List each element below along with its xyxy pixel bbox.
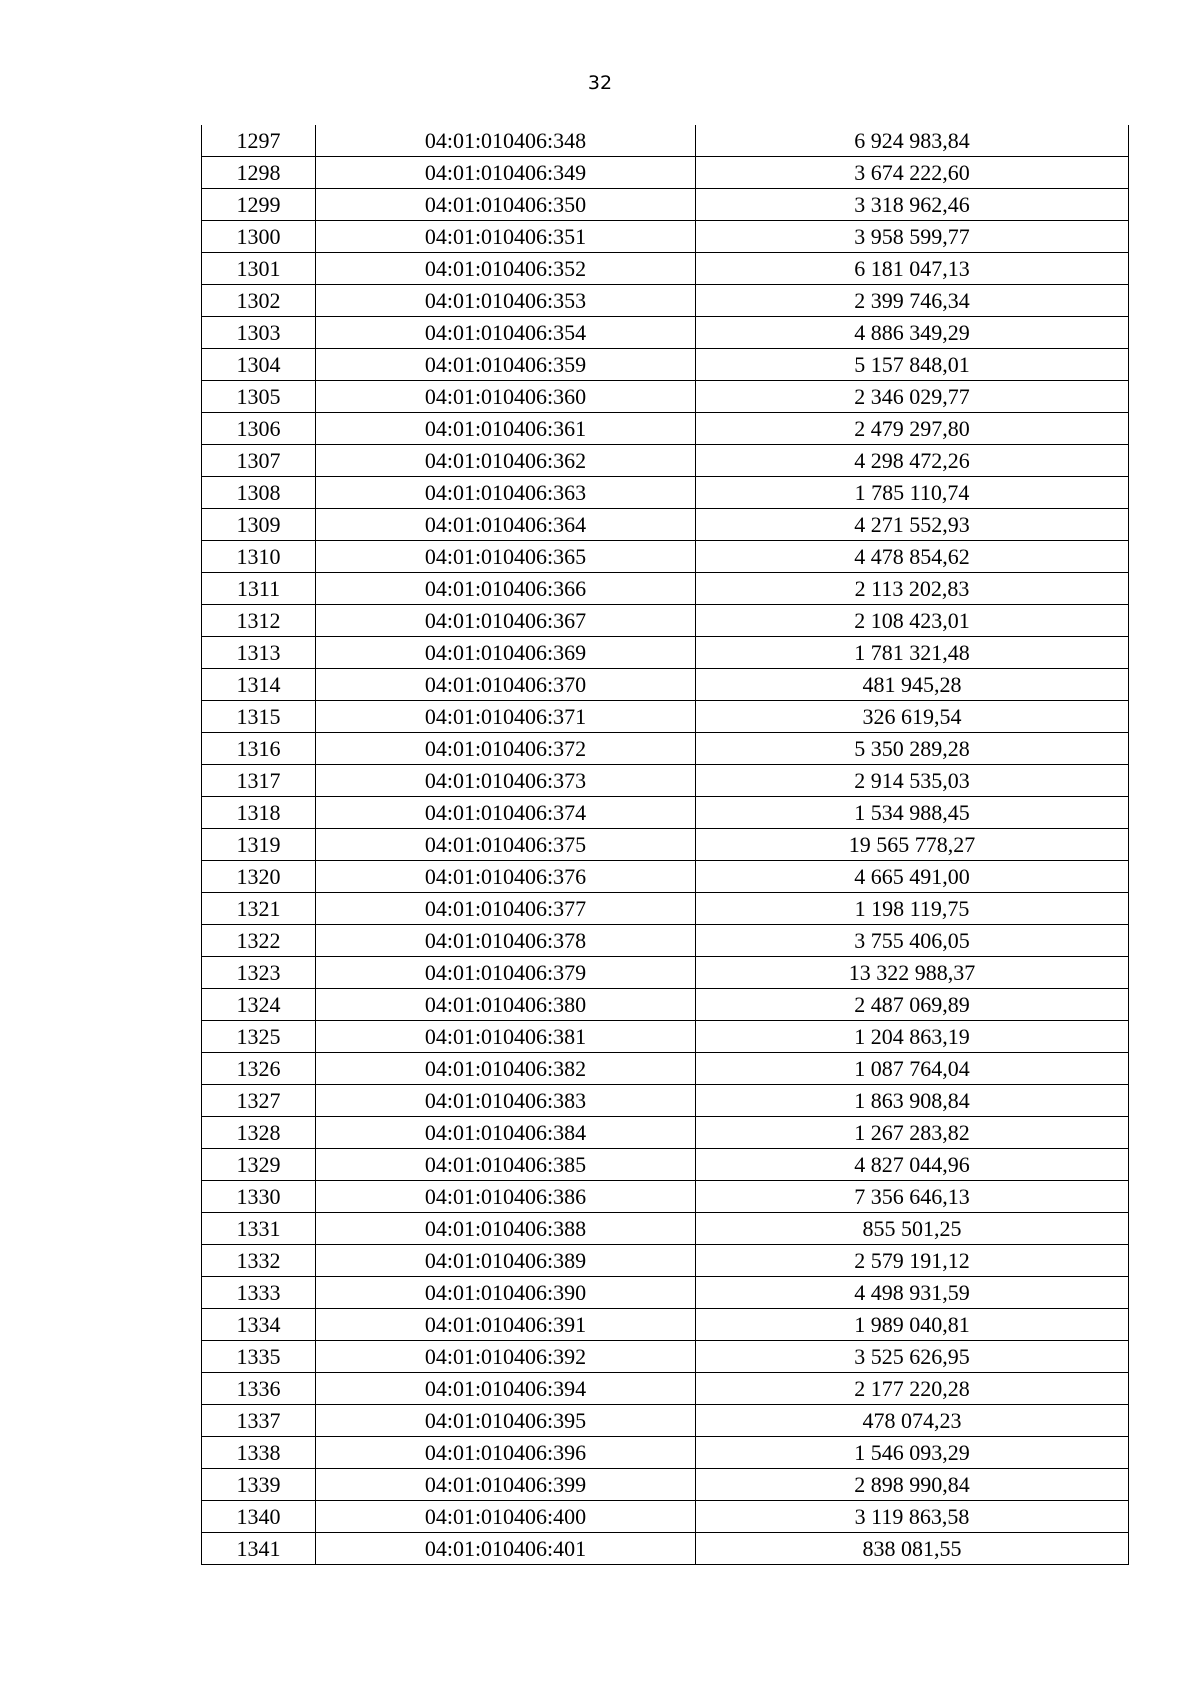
value-cell: 855 501,25 [696,1213,1129,1245]
cadastral-number-cell: 04:01:010406:400 [316,1501,696,1533]
cadastral-number-cell: 04:01:010406:377 [316,893,696,925]
row-number-cell: 1313 [202,637,316,669]
table-row [202,349,1129,381]
cadastral-number-cell: 04:01:010406:363 [316,477,696,509]
cadastral-number-cell: 04:01:010406:386 [316,1181,696,1213]
row-number-cell: 1321 [202,893,316,925]
row-number-cell: 1317 [202,765,316,797]
cadastral-number-cell: 04:01:010406:390 [316,1277,696,1309]
value-cell: 3 674 222,60 [696,157,1129,189]
cadastral-number-cell: 04:01:010406:348 [316,125,696,157]
cadastral-number-cell: 04:01:010406:379 [316,957,696,989]
value-cell: 4 478 854,62 [696,541,1129,573]
row-number-cell: 1336 [202,1373,316,1405]
cadastral-number-cell: 04:01:010406:382 [316,1053,696,1085]
row-number-cell: 1339 [202,1469,316,1501]
table-row [202,1085,1129,1117]
table-row [202,1469,1129,1501]
table-row [202,669,1129,701]
value-cell: 2 177 220,28 [696,1373,1129,1405]
cadastral-number-cell: 04:01:010406:364 [316,509,696,541]
value-cell: 1 087 764,04 [696,1053,1129,1085]
row-number-cell: 1299 [202,189,316,221]
cadastral-number-cell: 04:01:010406:392 [316,1341,696,1373]
table-row [202,701,1129,733]
value-cell: 1 198 119,75 [696,893,1129,925]
cadastral-number-cell: 04:01:010406:371 [316,701,696,733]
row-number-cell: 1310 [202,541,316,573]
value-cell: 1 267 283,82 [696,1117,1129,1149]
value-cell: 4 886 349,29 [696,317,1129,349]
row-number-cell: 1304 [202,349,316,381]
table-row [202,445,1129,477]
row-number-cell: 1300 [202,221,316,253]
table-row [202,605,1129,637]
table-row [202,1373,1129,1405]
cadastral-number-cell: 04:01:010406:370 [316,669,696,701]
table-row [202,253,1129,285]
table-row [202,1245,1129,1277]
value-cell: 4 665 491,00 [696,861,1129,893]
cadastral-number-cell: 04:01:010406:380 [316,989,696,1021]
value-cell: 2 399 746,34 [696,285,1129,317]
cadastral-number-cell: 04:01:010406:395 [316,1405,696,1437]
table-row [202,1437,1129,1469]
cadastral-number-cell: 04:01:010406:375 [316,829,696,861]
cadastral-value-table [201,125,1129,1565]
value-cell: 2 487 069,89 [696,989,1129,1021]
table-row [202,1309,1129,1341]
row-number-cell: 1306 [202,413,316,445]
cadastral-number-cell: 04:01:010406:376 [316,861,696,893]
table-row [202,733,1129,765]
table-row [202,125,1129,157]
cadastral-number-cell: 04:01:010406:372 [316,733,696,765]
row-number-cell: 1326 [202,1053,316,1085]
cadastral-number-cell: 04:01:010406:354 [316,317,696,349]
row-number-cell: 1302 [202,285,316,317]
table-row [202,1149,1129,1181]
value-cell: 3 525 626,95 [696,1341,1129,1373]
table-row [202,189,1129,221]
table-row [202,1341,1129,1373]
cadastral-number-cell: 04:01:010406:385 [316,1149,696,1181]
row-number-cell: 1338 [202,1437,316,1469]
table-row [202,285,1129,317]
row-number-cell: 1327 [202,1085,316,1117]
row-number-cell: 1325 [202,1021,316,1053]
table-row [202,1181,1129,1213]
table-row [202,893,1129,925]
cadastral-number-cell: 04:01:010406:381 [316,1021,696,1053]
cadastral-number-cell: 04:01:010406:349 [316,157,696,189]
cadastral-number-cell: 04:01:010406:394 [316,1373,696,1405]
table-row [202,925,1129,957]
value-cell: 481 945,28 [696,669,1129,701]
cadastral-number-cell: 04:01:010406:351 [316,221,696,253]
value-cell: 326 619,54 [696,701,1129,733]
value-cell: 4 271 552,93 [696,509,1129,541]
table-row [202,413,1129,445]
cadastral-number-cell: 04:01:010406:374 [316,797,696,829]
value-cell: 2 479 297,80 [696,413,1129,445]
row-number-cell: 1312 [202,605,316,637]
cadastral-number-cell: 04:01:010406:365 [316,541,696,573]
value-cell: 3 119 863,58 [696,1501,1129,1533]
table-row [202,1021,1129,1053]
page-number: 32 [587,72,613,94]
cadastral-number-cell: 04:01:010406:391 [316,1309,696,1341]
value-cell: 4 827 044,96 [696,1149,1129,1181]
value-cell: 2 579 191,12 [696,1245,1129,1277]
table-row [202,1117,1129,1149]
cadastral-number-cell: 04:01:010406:360 [316,381,696,413]
row-number-cell: 1319 [202,829,316,861]
cadastral-number-cell: 04:01:010406:359 [316,349,696,381]
value-cell: 2 346 029,77 [696,381,1129,413]
value-cell: 1 546 093,29 [696,1437,1129,1469]
cadastral-number-cell: 04:01:010406:401 [316,1533,696,1565]
value-cell: 4 498 931,59 [696,1277,1129,1309]
value-cell: 13 322 988,37 [696,957,1129,989]
value-cell: 3 318 962,46 [696,189,1129,221]
row-number-cell: 1328 [202,1117,316,1149]
row-number-cell: 1318 [202,797,316,829]
row-number-cell: 1303 [202,317,316,349]
value-cell: 6 924 983,84 [696,125,1129,157]
value-cell: 2 898 990,84 [696,1469,1129,1501]
table-row [202,381,1129,413]
row-number-cell: 1297 [202,125,316,157]
cadastral-number-cell: 04:01:010406:350 [316,189,696,221]
row-number-cell: 1329 [202,1149,316,1181]
table-row [202,957,1129,989]
row-number-cell: 1330 [202,1181,316,1213]
row-number-cell: 1314 [202,669,316,701]
row-number-cell: 1305 [202,381,316,413]
table-row [202,861,1129,893]
row-number-cell: 1323 [202,957,316,989]
row-number-cell: 1333 [202,1277,316,1309]
cadastral-number-cell: 04:01:010406:352 [316,253,696,285]
table-container [201,125,1128,1565]
table-row [202,1533,1129,1565]
table-row [202,637,1129,669]
cadastral-number-cell: 04:01:010406:388 [316,1213,696,1245]
cadastral-number-cell: 04:01:010406:378 [316,925,696,957]
value-cell: 2 914 535,03 [696,765,1129,797]
row-number-cell: 1335 [202,1341,316,1373]
row-number-cell: 1315 [202,701,316,733]
row-number-cell: 1322 [202,925,316,957]
value-cell: 3 958 599,77 [696,221,1129,253]
value-cell: 5 350 289,28 [696,733,1129,765]
value-cell: 478 074,23 [696,1405,1129,1437]
table-row [202,317,1129,349]
row-number-cell: 1334 [202,1309,316,1341]
table-row [202,477,1129,509]
row-number-cell: 1332 [202,1245,316,1277]
row-number-cell: 1340 [202,1501,316,1533]
row-number-cell: 1316 [202,733,316,765]
table-row [202,1277,1129,1309]
table-row [202,1501,1129,1533]
cadastral-number-cell: 04:01:010406:383 [316,1085,696,1117]
table-row [202,829,1129,861]
row-number-cell: 1309 [202,509,316,541]
value-cell: 1 785 110,74 [696,477,1129,509]
table-row [202,1053,1129,1085]
cadastral-number-cell: 04:01:010406:396 [316,1437,696,1469]
table-row [202,797,1129,829]
value-cell: 6 181 047,13 [696,253,1129,285]
cadastral-number-cell: 04:01:010406:361 [316,413,696,445]
table-row [202,573,1129,605]
row-number-cell: 1301 [202,253,316,285]
table-body [202,125,1129,1565]
value-cell: 5 157 848,01 [696,349,1129,381]
row-number-cell: 1308 [202,477,316,509]
row-number-cell: 1307 [202,445,316,477]
value-cell: 3 755 406,05 [696,925,1129,957]
row-number-cell: 1298 [202,157,316,189]
value-cell: 838 081,55 [696,1533,1129,1565]
value-cell: 2 108 423,01 [696,605,1129,637]
cadastral-number-cell: 04:01:010406:384 [316,1117,696,1149]
value-cell: 1 989 040,81 [696,1309,1129,1341]
cadastral-number-cell: 04:01:010406:399 [316,1469,696,1501]
table-row [202,765,1129,797]
cadastral-number-cell: 04:01:010406:353 [316,285,696,317]
row-number-cell: 1337 [202,1405,316,1437]
value-cell: 19 565 778,27 [696,829,1129,861]
table-row [202,541,1129,573]
table-row [202,157,1129,189]
table-row [202,989,1129,1021]
row-number-cell: 1311 [202,573,316,605]
table-row [202,1405,1129,1437]
value-cell: 7 356 646,13 [696,1181,1129,1213]
row-number-cell: 1341 [202,1533,316,1565]
row-number-cell: 1320 [202,861,316,893]
value-cell: 1 534 988,45 [696,797,1129,829]
cadastral-number-cell: 04:01:010406:362 [316,445,696,477]
value-cell: 2 113 202,83 [696,573,1129,605]
value-cell: 1 781 321,48 [696,637,1129,669]
cadastral-number-cell: 04:01:010406:367 [316,605,696,637]
cadastral-number-cell: 04:01:010406:366 [316,573,696,605]
cadastral-number-cell: 04:01:010406:369 [316,637,696,669]
cadastral-number-cell: 04:01:010406:373 [316,765,696,797]
row-number-cell: 1331 [202,1213,316,1245]
row-number-cell: 1324 [202,989,316,1021]
table-row [202,1213,1129,1245]
value-cell: 1 863 908,84 [696,1085,1129,1117]
cadastral-number-cell: 04:01:010406:389 [316,1245,696,1277]
table-row [202,221,1129,253]
table-row [202,509,1129,541]
value-cell: 4 298 472,26 [696,445,1129,477]
value-cell: 1 204 863,19 [696,1021,1129,1053]
